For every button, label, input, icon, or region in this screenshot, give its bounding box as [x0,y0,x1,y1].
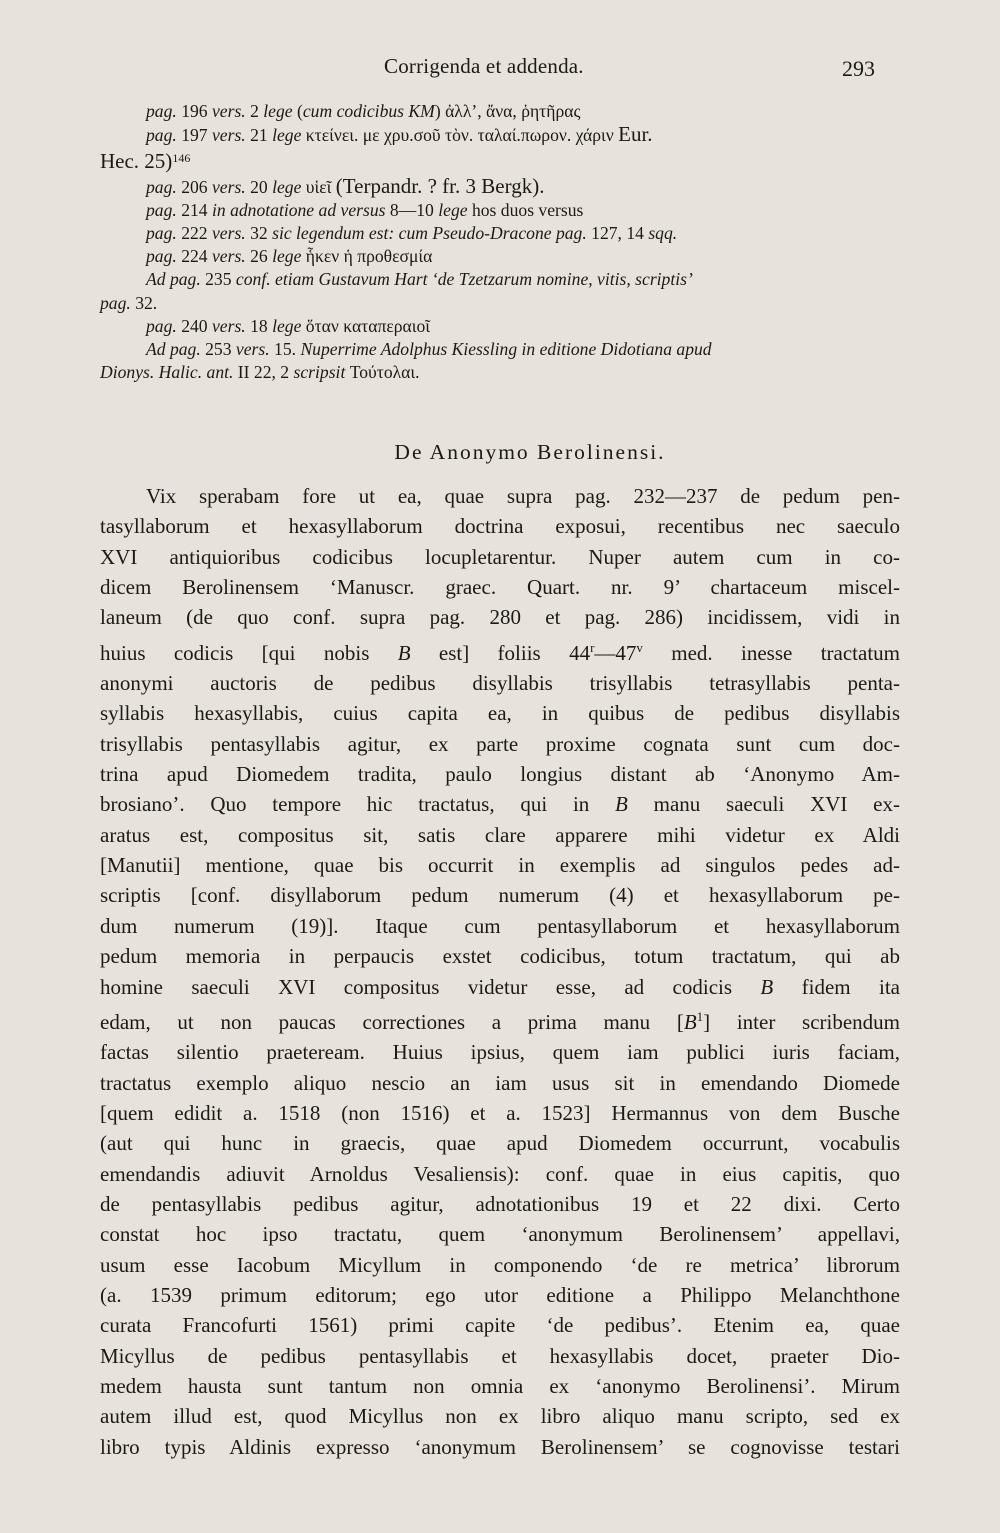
text-line: trina apud Diomedem tradita, paulo longius distant ab ‘Anonymo Am- [100,762,900,787]
text-line: syllabis hexasyllabis, cuius capita ea, in quibus de pedibus disyllabis [100,701,900,726]
text-line: homine saeculi XVI compositus videtur esse, ad codicis B fidem ita [100,974,900,999]
corrigenda-line: Ad pag. 253 vers. 15. Nuperrime Adolphus Kiessling in editione Didotiana apud [146,339,712,360]
text-line: libro typis Aldinis expresso ‘anonymum Berolinensem’ se cognovisse testari [100,1434,900,1459]
text-line: aratus est, compositus sit, satis clare apparere mihi videtur ex Aldi [100,822,900,847]
section-title: De Anonymo Berolinensi. [394,440,666,464]
corrigenda-list [100,100,900,384]
text-line: edam, ut non paucas correctiones a prima manu $[B^1]$ inter scribendum [100,1008,900,1034]
page-number: 293 [842,56,875,81]
text-line: (a. 1539 primum editorum; ego utor editione a Philippo Melanchthone [100,1282,900,1307]
text-line: medem hausta sunt tantum non omnia ex ‘anonymo Berolinensi’. Mirum [100,1373,900,1398]
text-line: constat hoc ipso tractatu, quem ‘anonymum Berolinensem’ appellavi, [100,1222,900,1247]
text-line: autem illud est, quod Micyllus non ex libro aliquo manu scripto, sed ex [100,1404,900,1429]
text-line: (aut qui hunc in graecis, quae apud Diomedem occurrunt, vocabulis [100,1131,900,1156]
text-line: tractatus exemplo aliquo nescio an iam usus sit in emendando Diomede [100,1070,900,1095]
corrigenda-line: Dionys. Halic. ant. II 22, 2 scripsit Τούτολαι. [100,362,420,383]
running-title: Corrigenda et addenda. [384,54,584,78]
corrigenda-line: pag. 224 vers. 26 lege ἧκεν ἡ προθεσμία [146,246,433,267]
text-line: curata Francofurti 1561) primi capite ‘de pedibus’. Etenim ea, quae [100,1313,900,1338]
corrigenda-line: pag. 240 vers. 18 lege ὅταν καταπεραιοῖ [146,315,430,336]
text-line: Vix sperabam fore ut ea, quae supra pag. 232—237 de pedum pen- [146,484,900,508]
text-line: laneum (de quo conf. supra pag. 280 et pag. 286) incidissem, vidi in [100,605,900,630]
corrigenda-line: pag. 196 vers. 2 lege (cum codicibus KM) ἀλλ’, ἄνα, ῥητῆρας [146,101,581,121]
text-line: tasyllaborum et hexasyllaborum doctrina exposui, recentibus nec saeculo [100,514,900,539]
text-line: trisyllabis pentasyllabis agitur, ex parte proxime cognata sunt cum doc- [100,731,900,756]
corrigenda-line: Hec. 25)$^{146}$ [100,149,191,174]
text-line: pedum memoria in perpaucis exstet codicibus, totum tractatum, qui ab [100,944,900,969]
text-line: usum esse Iacobum Micyllum in componendo ‘de re metrica’ librorum [100,1252,900,1277]
corrigenda-line: pag. 214 in adnotatione ad versus 8—10 lege hos duos versus [146,199,584,220]
main-text [100,481,900,1462]
text-line: huius codicis [qui nobis B est] foliis 44$^r$—47$^v$ med. inesse tractatum [100,639,900,665]
text-line: [quem edidit a. 1518 (non 1516) et a. 1523] Hermannus von dem Busche [100,1100,900,1125]
corrigenda-line: pag. 206 vers. 20 lege υἱεῖ (Terpandr. ? fr. 3 Bergk). [146,173,545,198]
text-line: factas silentio praeteream. Huius ipsius, quem iam publici iuris faciam, [100,1040,900,1065]
corrigenda-line: Ad pag. 235 conf. etiam Gustavum Hart ‘de Tzetzarum nomine, vitis, scriptis’ [146,269,693,290]
text-line: emendandis adiuvit Arnoldus Vesaliensis): conf. quae in eius capitis, quo [100,1161,900,1186]
text-line: dum numerum (19)]. Itaque cum pentasyllaborum et hexasyllaborum [100,913,900,938]
text-line: Micyllus de pedibus pentasyllabis et hexasyllabis docet, praeter Dio- [100,1343,900,1368]
text-line: scriptis [conf. disyllaborum pedum numerum (4) et hexasyllaborum pe- [100,883,900,908]
text-line: dicem Berolinensem ‘Manuscr. graec. Quart. nr. 9’ chartaceum miscel- [100,575,900,600]
page-header [0,52,1000,88]
corrigenda-line: pag. 222 vers. 32 sic legendum est: cum Pseudo-Dracone pag. 127, 14 sqq. [146,223,678,244]
text-line: XVI antiquioribus codicibus locupletarentur. Nuper autem cum in co- [100,544,900,569]
text-line: de pentasyllabis pedibus agitur, adnotationibus 19 et 22 dixi. Certo [100,1191,900,1216]
corrigenda-line: pag. 32. [100,292,158,313]
text-line: brosiano’. Quo tempore hic tractatus, qui in B manu saeculi XVI ex- [100,792,900,817]
text-line: [Manutii] mentione, quae bis occurrit in exemplis ad singulos pedes ad- [100,853,900,878]
text-line: anonymi auctoris de pedibus disyllabis trisyllabis tetrasyllabis penta- [100,671,900,696]
corrigenda-line: pag. 197 vers. 21 lege κτείνει. με χρυ.σοῦ τὸν. ταλαί.πωρον. χάριν Eur. [146,122,653,147]
